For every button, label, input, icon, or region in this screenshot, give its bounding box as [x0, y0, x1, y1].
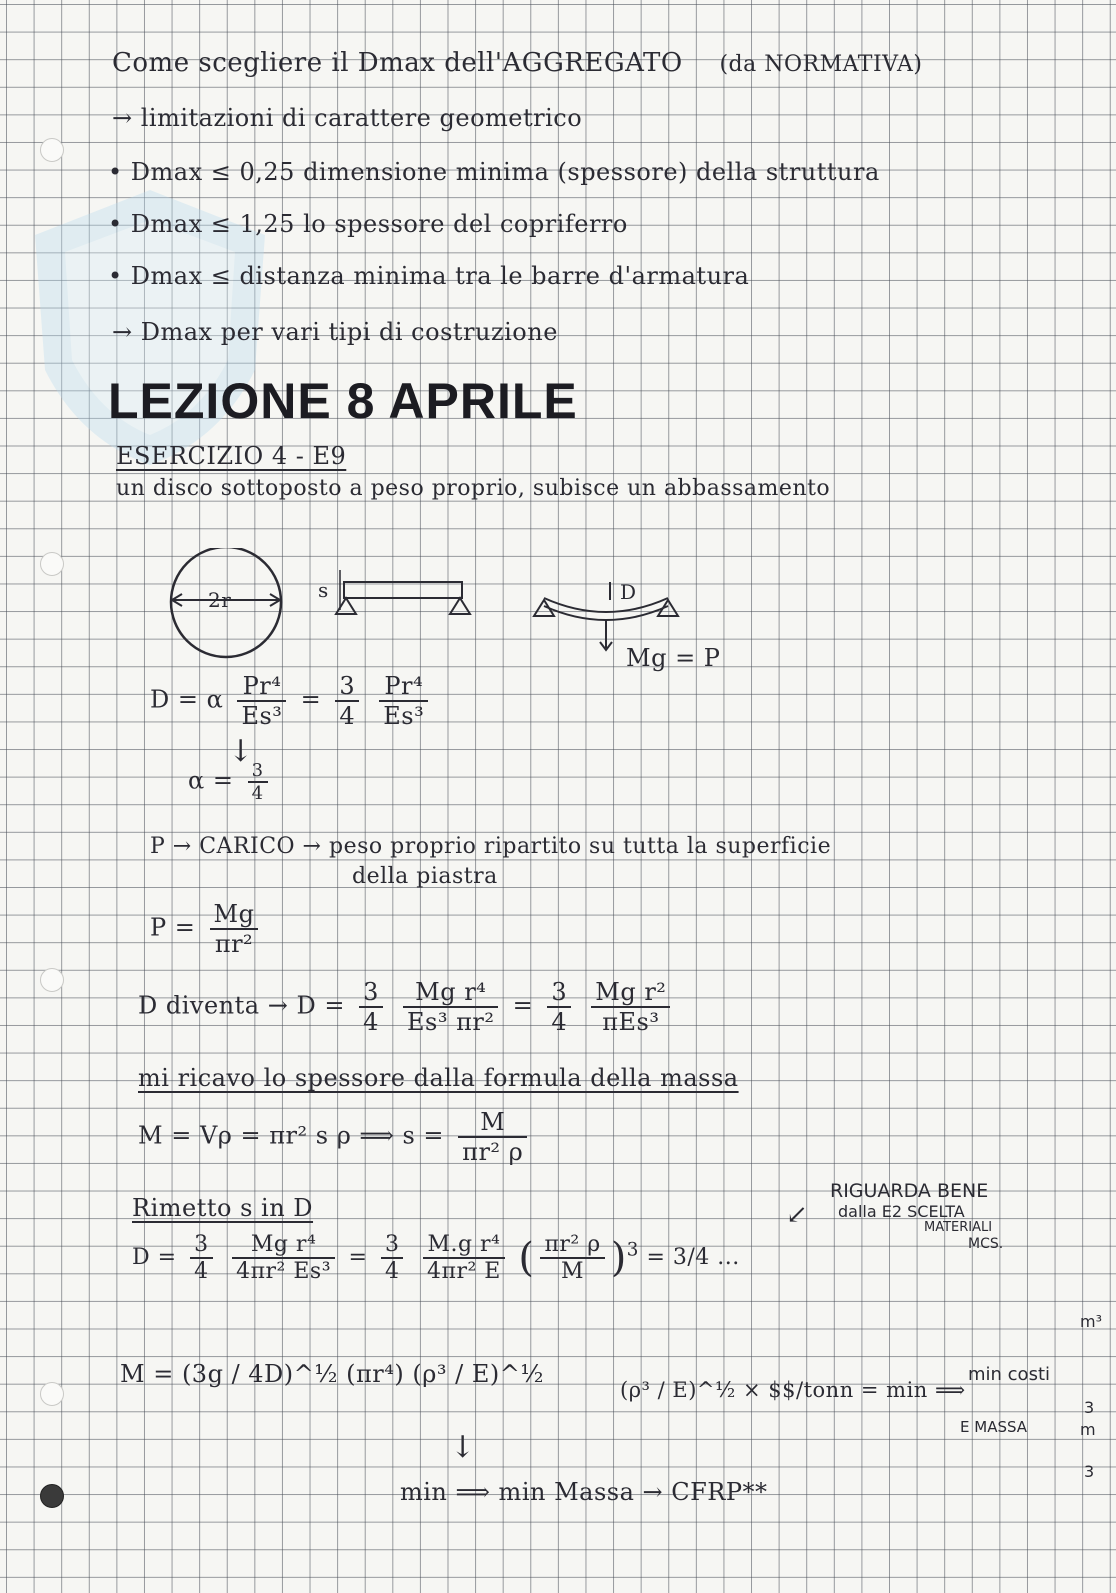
arrow-down-left-icon: ↙ [786, 1200, 809, 1230]
support-right [450, 598, 470, 614]
p-lhs: P = [150, 913, 196, 942]
eq-denominator: Es³ [383, 702, 425, 730]
diameter-label: 2r [208, 588, 232, 612]
lesson-title: LEZIONE 8 APRILE [108, 373, 578, 429]
margin-mark: m [1080, 1420, 1096, 1439]
note-line: • Dmax ≤ distanza minima tra le barre d'armatura [108, 262, 750, 290]
d2-paren-num: πr² ρ [540, 1232, 604, 1259]
dd-coef-den: 4 [551, 1008, 568, 1036]
support-left [336, 598, 356, 614]
d2-num: Mg r⁴ [232, 1232, 335, 1259]
margin-note: MCS. [968, 1236, 1004, 1252]
mass-note: mi ricavo lo spessore dalla formula della massa [138, 1064, 739, 1092]
arrow-down-icon: ↓ [450, 1430, 476, 1465]
eq-coef-den: 4 [339, 702, 356, 730]
dd-num: Mg r² [591, 978, 670, 1008]
binder-hole [40, 968, 64, 992]
deflection-label: D [620, 580, 637, 604]
margin-note: dalla E2 SCELTA [838, 1202, 965, 1221]
exercise-title: ESERCIZIO 4 - E9 [116, 442, 347, 470]
dd-coef-num: 3 [547, 978, 571, 1008]
dd-num: Mg r⁴ [403, 978, 498, 1008]
mass-equation [138, 1108, 533, 1166]
eq-numerator: Pr⁴ [237, 672, 286, 702]
binder-hole [40, 1382, 64, 1406]
eq-coef-num: 3 [335, 672, 359, 702]
margin-mark: 3 [1084, 1462, 1095, 1481]
binder-hole [40, 1484, 64, 1508]
dd-den: πEs³ [602, 1008, 660, 1036]
d2-den: 4πr² Es³ [236, 1259, 332, 1284]
alpha-lhs: α = [188, 766, 234, 795]
note-line: → limitazioni di carattere geometrico [112, 104, 583, 132]
alpha-num: 3 [248, 760, 268, 783]
margin-note: RIGUARDA BENE [830, 1180, 989, 1202]
margin-mark: m³ [1080, 1312, 1102, 1331]
m-num: M [458, 1108, 527, 1138]
p-den: πr² [214, 930, 254, 958]
heading-line [112, 48, 923, 78]
dd-coef-num: 3 [359, 978, 383, 1008]
dd-den: Es³ πr² [407, 1008, 495, 1036]
substitution-note: Rimetto s in D [132, 1194, 314, 1222]
margin-note: MATERIALI [924, 1220, 993, 1235]
thickness-label: s [318, 578, 329, 602]
binder-hole [40, 138, 64, 162]
heading-note: (da NORMATIVA) [719, 52, 923, 77]
d2-equals: = [348, 1245, 368, 1270]
arrow-down-icon: ↓ [228, 734, 254, 769]
d2-den: 4πr² E [426, 1259, 501, 1284]
conclusion-line: min ⟹ min Massa → CFRP** [400, 1478, 768, 1506]
eq-lhs: D = α [150, 685, 224, 714]
d2-coef-den: 4 [384, 1259, 400, 1284]
m-den: πr² ρ [462, 1138, 524, 1166]
plate-section [344, 582, 462, 598]
load-note-cont: della piastra [352, 864, 498, 889]
d2-coef-num: 3 [190, 1232, 213, 1259]
pressure-equation [150, 900, 264, 958]
equation-deflection [150, 672, 434, 730]
min-costs-note: min costi [968, 1364, 1051, 1385]
m-lhs: M = Vρ = πr² s ρ ⟹ s = [138, 1121, 445, 1150]
deflected-plate [544, 598, 668, 612]
d2-num: M.g r⁴ [423, 1232, 505, 1259]
load-label: Mg = P [626, 644, 721, 672]
dd-equals: = [512, 991, 534, 1020]
eq-equals: = [300, 685, 322, 714]
deflection-substituted [138, 978, 676, 1036]
d2-coef-num: 3 [381, 1232, 404, 1259]
eq-numerator: Pr⁴ [379, 672, 428, 702]
d2-power: 3 [626, 1239, 639, 1261]
dd-lhs: D diventa → D = [138, 991, 345, 1020]
note-line: • Dmax ≤ 0,25 dimensione minima (spessore) della struttura [108, 158, 880, 186]
note-line: → Dmax per vari tipi di costruzione [112, 318, 558, 346]
eq-denominator: Es³ [241, 702, 283, 730]
d2-coef-den: 4 [194, 1259, 209, 1284]
d2-paren-den: M [561, 1259, 585, 1284]
note-line: • Dmax ≤ 1,25 lo spessore del copriferro [108, 210, 628, 238]
p-num: Mg [210, 900, 259, 930]
load-note: P → CARICO → peso proprio ripartito su tutta la superficie [150, 834, 832, 859]
d2-lhs: D = [132, 1245, 177, 1270]
alpha-value [188, 760, 274, 804]
d2-tail: = 3/4 ... [646, 1245, 740, 1270]
deflection-final: D = $\frac{3}{4}$ $\frac{\text{Mg r⁴}}{\text{4πr² Es³}}$ = $\frac{3}{4}$ $\frac{\text{M.g r⁴}}{\text{4πr² E}}$ ( $\frac{\text{πr² ρ}}{M}$ )$^3$ = 3/4 ... [132, 1232, 740, 1284]
exercise-description: un disco sottoposto a peso proprio, subisce un abbassamento [116, 476, 831, 501]
mass-result: M = (3g / 4D)^½ (πr⁴) (ρ³ / E)^½ [120, 1360, 545, 1388]
alpha-den: 4 [251, 783, 264, 804]
performance-index: (ρ³ / E)^½ × $$/tonn = min ⟹ [620, 1378, 966, 1402]
mass-note-margin: E MASSA [960, 1418, 1028, 1436]
binder-hole [40, 552, 64, 576]
heading-text: Come scegliere il Dmax dell'AGGREGATO [112, 48, 683, 78]
margin-mark: 3 [1084, 1398, 1095, 1417]
dd-coef-den: 4 [363, 1008, 379, 1036]
